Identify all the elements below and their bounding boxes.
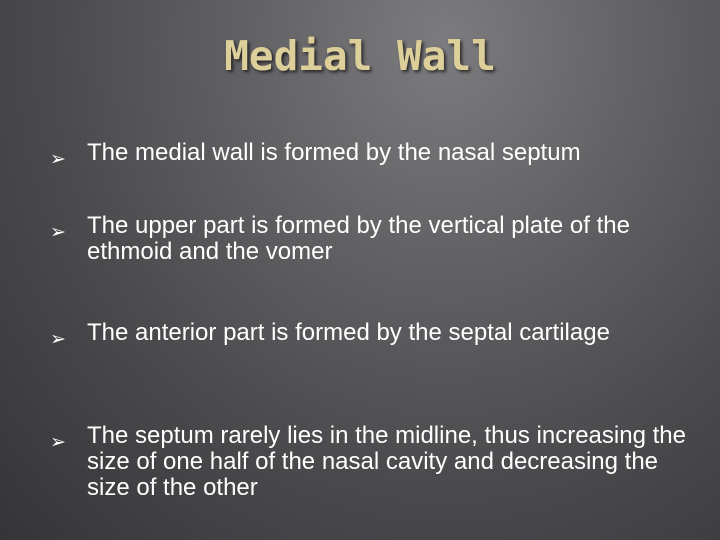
bullet-item — [50, 320, 690, 355]
slide-title-text: Medial Wall — [224, 32, 496, 80]
bullet-text: The upper part is formed by the vertical plate of the ethmoid and the vomer — [87, 212, 630, 265]
bullet-text: The medial wall is formed by the nasal septum — [87, 139, 581, 166]
arrowhead-bullet-icon: ➢ — [50, 148, 66, 170]
bullet-item — [50, 423, 690, 501]
arrowhead-bullet-icon: ➢ — [50, 221, 66, 243]
bullet-text: The anterior part is formed by the septal cartilage — [87, 319, 610, 346]
arrowhead-bullet-icon: ➢ — [50, 431, 66, 453]
bullet-item — [50, 140, 690, 175]
bullet-item — [50, 213, 690, 265]
slide-title — [0, 32, 720, 80]
arrowhead-bullet-icon: ➢ — [50, 328, 66, 350]
bullet-text: The septum rarely lies in the midline, thus increasing the size of one half of the nasal cavity and decreasing the size of the other — [87, 422, 686, 501]
